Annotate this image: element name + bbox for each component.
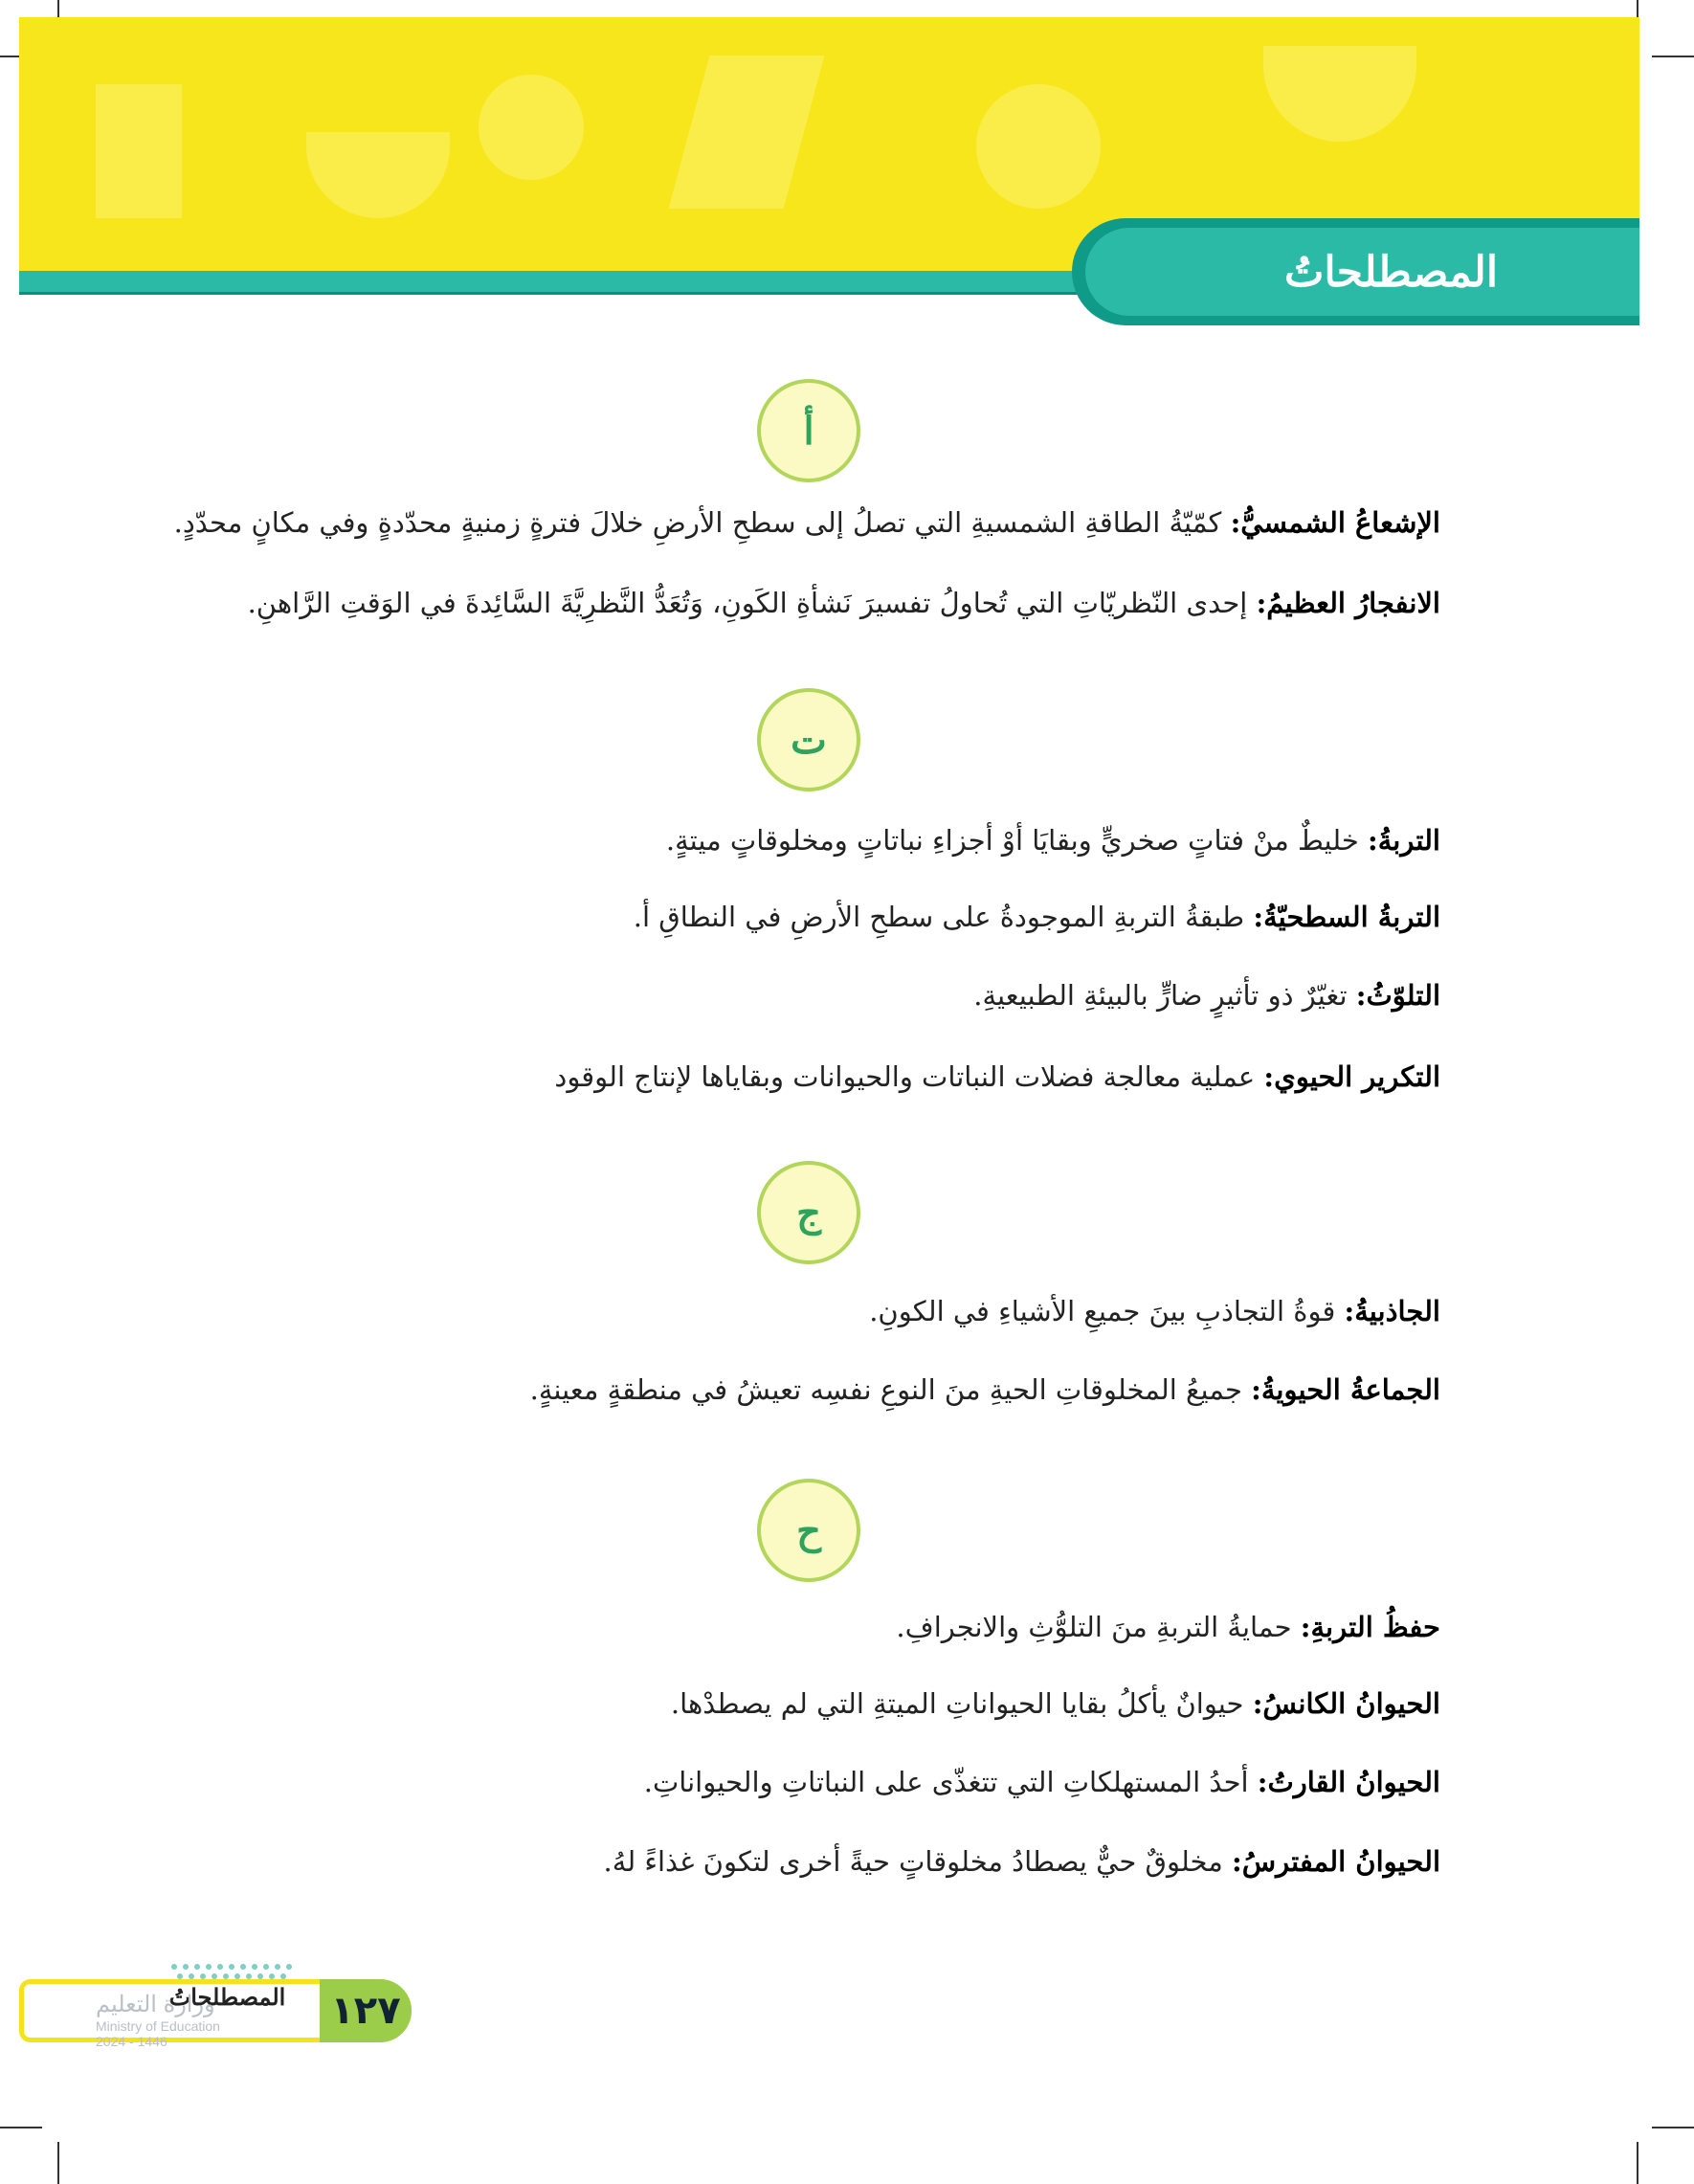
banner-decoration — [479, 75, 584, 180]
term-name: الحيوانُ الكانسُ: — [1252, 1687, 1440, 1720]
ministry-name-en: Ministry of Education — [96, 2018, 220, 2034]
term-entry — [530, 1371, 1440, 1409]
term-definition: كمّيّةُ الطاقةِ الشمسيةِ التي تصلُ إلى سطحِ الأرضِ خلالَ فترةٍ زمنيةٍ محدّدةٍ وفي مكانٍ محدّدٍ. — [173, 506, 1231, 539]
term-entry — [671, 1684, 1440, 1723]
term-definition: خليطٌ منْ فتاتٍ صخريٍّ وبقايَا أوْ أجزاءِ نباتاتٍ ومخلوقاتٍ ميتةٍ. — [665, 824, 1369, 857]
term-definition: مخلوقٌ حيٌّ يصطادُ مخلوقاتٍ حيةً أخرى لتكونَ غذاءً لهُ. — [603, 1845, 1233, 1878]
term-definition: طبقةُ التربةِ الموجودةُ على سطحِ الأرضِ في النطاقِ أ. — [633, 901, 1254, 933]
term-name: التربةُ: — [1368, 824, 1440, 857]
term-name: حفظُ التربةِ: — [1300, 1611, 1440, 1643]
term-name: الإشعاعُ الشمسيُّ: — [1230, 506, 1440, 539]
section-letter: أ — [757, 379, 860, 482]
term-name: التلوّثُ: — [1355, 979, 1440, 1012]
term-entry — [869, 1292, 1440, 1330]
term-name: الحيوانُ المفترسُ: — [1232, 1845, 1440, 1878]
ministry-logo-dots — [168, 1962, 312, 1981]
ministry-watermark — [96, 1991, 287, 2049]
term-definition: إحدى النّظريّاتِ التي تُحاولُ تفسيرَ نَشأةِ الكَونِ، وَتُعَدُّ النَّظرِيَّةَ السَّائِدةَ في الوَقتِ الرَّاهنِ. — [247, 587, 1257, 619]
term-entry — [634, 898, 1440, 936]
crop-mark — [0, 2127, 42, 2128]
footer-section-title: المصطلحاتُ — [168, 1983, 286, 2011]
crop-mark — [1652, 56, 1694, 57]
term-entry — [896, 1608, 1440, 1646]
section-letter: ج — [757, 1161, 860, 1264]
term-entry — [554, 1058, 1440, 1096]
term-entry — [248, 584, 1440, 622]
term-definition: حيوانٌ يأكلُ بقايا الحيواناتِ الميتةِ التي لم يصطدْها. — [670, 1687, 1253, 1720]
term-definition: عملية معالجة فضلات النباتات والحيوانات وبقاياها لإنتاج الوقود — [554, 1060, 1264, 1093]
banner-decoration — [669, 56, 825, 209]
crop-mark — [57, 2142, 59, 2184]
term-definition: تغيّرٌ ذو تأثيرٍ ضارٍّ بالبيئةِ الطبيعيةِ. — [973, 979, 1356, 1012]
section-letter: ح — [757, 1479, 860, 1582]
banner-decoration — [306, 132, 450, 218]
term-definition: قوةُ التجاذبِ بينَ جميعِ الأشياءِ في الكونِ. — [869, 1295, 1345, 1327]
term-definition: أحدُ المستهلكاتِ التي تتغذّى على النباتاتِ والحيواناتِ. — [643, 1766, 1258, 1798]
term-name: الانفجارُ العظيمُ: — [1256, 587, 1440, 619]
crop-mark — [1652, 2127, 1694, 2128]
term-name: التربةُ السطحيّةُ: — [1253, 901, 1440, 933]
section-letter: ت — [757, 688, 860, 791]
page-number: ١٢٧ — [320, 1979, 412, 2042]
term-definition: جميعُ المخلوقاتِ الحيةِ منَ النوعِ نفسِه تعيشُ في منطقةٍ معينةٍ. — [529, 1373, 1252, 1406]
term-name: التكرير الحيوي: — [1263, 1060, 1440, 1093]
term-entry — [604, 1842, 1440, 1881]
ministry-name-ar: وزارة التعليم — [96, 1992, 215, 2017]
banner-decoration — [96, 84, 182, 218]
crop-mark — [1637, 2142, 1638, 2184]
term-name: الجاذبيةُ: — [1344, 1295, 1440, 1327]
term-definition: حمايةُ التربةِ منَ التلوُّثِ والانجرافِ. — [896, 1611, 1301, 1643]
term-entry — [174, 503, 1440, 542]
term-entry — [644, 1763, 1440, 1801]
term-name: الحيوانُ القارتُ: — [1257, 1766, 1440, 1798]
term-entry — [666, 821, 1440, 859]
title-tab-inner — [1085, 228, 1639, 316]
edition-year: 2024 - 1446 — [96, 2034, 167, 2049]
term-name: الجماعةُ الحيويةُ: — [1251, 1373, 1440, 1406]
banner-decoration — [976, 84, 1101, 209]
banner-decoration — [1263, 46, 1416, 142]
page-title: المصطلحاتُ — [1283, 247, 1499, 297]
term-entry — [973, 976, 1440, 1014]
